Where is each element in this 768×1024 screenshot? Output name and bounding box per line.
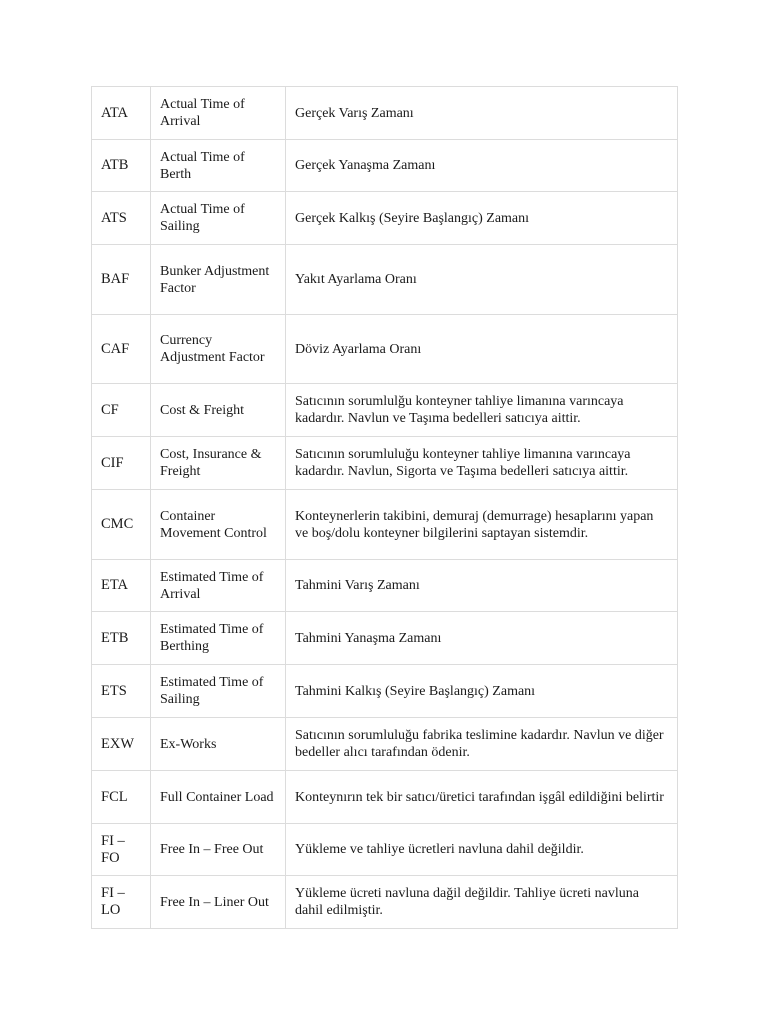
glossary-table-body xyxy=(92,87,678,929)
table-row xyxy=(92,192,678,245)
turkish-description-cell: Satıcının sorumlulğu konteyner tahliye limanına varıncaya kadardır. Navlun ve Taşıma bedelleri satıcıya aittir. xyxy=(286,384,678,437)
turkish-description-cell: Konteynırın tek bir satıcı/üretici tarafından işgâl edildiğini belirtir xyxy=(286,771,678,824)
turkish-description-cell: Yükleme ve tahliye ücretleri navluna dahil değildir. xyxy=(286,824,678,876)
abbreviation-cell: ATA xyxy=(92,87,151,140)
turkish-description-cell: Konteynerlerin takibini, demuraj (demurrage) hesaplarını yapan ve boş/dolu konteyner bilgilerini saptayan sistemdir. xyxy=(286,490,678,560)
abbreviation-cell: CF xyxy=(92,384,151,437)
abbreviation-cell: CMC xyxy=(92,490,151,560)
turkish-description-cell: Gerçek Yanaşma Zamanı xyxy=(286,140,678,192)
english-term-cell: Estimated Time of Arrival xyxy=(151,560,286,612)
abbreviation-cell: ATB xyxy=(92,140,151,192)
turkish-description-cell: Gerçek Varış Zamanı xyxy=(286,87,678,140)
table-row xyxy=(92,87,678,140)
turkish-description-cell: Tahmini Yanaşma Zamanı xyxy=(286,612,678,665)
english-term-cell: Free In – Liner Out xyxy=(151,876,286,929)
english-term-cell: Ex-Works xyxy=(151,718,286,771)
abbreviation-cell: CIF xyxy=(92,437,151,490)
abbreviation-cell: FI – LO xyxy=(92,876,151,929)
turkish-description-cell: Tahmini Kalkış (Seyire Başlangıç) Zamanı xyxy=(286,665,678,718)
table-row xyxy=(92,315,678,384)
table-row xyxy=(92,876,678,929)
english-term-cell: Full Container Load xyxy=(151,771,286,824)
table-row xyxy=(92,824,678,876)
abbreviation-cell: ETB xyxy=(92,612,151,665)
english-term-cell: Container Movement Control xyxy=(151,490,286,560)
turkish-description-cell: Satıcının sorumluluğu konteyner tahliye limanına varıncaya kadardır. Navlun, Sigorta ve Taşıma bedelleri satıcıya aittir. xyxy=(286,437,678,490)
english-term-cell: Cost & Freight xyxy=(151,384,286,437)
turkish-description-cell: Gerçek Kalkış (Seyire Başlangıç) Zamanı xyxy=(286,192,678,245)
table-row xyxy=(92,245,678,315)
abbreviation-cell: EXW xyxy=(92,718,151,771)
table-row xyxy=(92,718,678,771)
abbreviation-cell: ETS xyxy=(92,665,151,718)
turkish-description-cell: Tahmini Varış Zamanı xyxy=(286,560,678,612)
english-term-cell: Cost, Insurance & Freight xyxy=(151,437,286,490)
document-page xyxy=(91,86,677,929)
table-row xyxy=(92,384,678,437)
abbreviation-cell: FCL xyxy=(92,771,151,824)
table-row xyxy=(92,560,678,612)
english-term-cell: Currency Adjustment Factor xyxy=(151,315,286,384)
table-row xyxy=(92,437,678,490)
turkish-description-cell: Satıcının sorumluluğu fabrika teslimine kadardır. Navlun ve diğer bedeller alıcı tarafından ödenir. xyxy=(286,718,678,771)
english-term-cell: Estimated Time of Sailing xyxy=(151,665,286,718)
abbreviation-cell: BAF xyxy=(92,245,151,315)
table-row xyxy=(92,665,678,718)
turkish-description-cell: Döviz Ayarlama Oranı xyxy=(286,315,678,384)
glossary-table xyxy=(91,86,678,929)
english-term-cell: Actual Time of Sailing xyxy=(151,192,286,245)
turkish-description-cell: Yakıt Ayarlama Oranı xyxy=(286,245,678,315)
english-term-cell: Actual Time of Berth xyxy=(151,140,286,192)
english-term-cell: Free In – Free Out xyxy=(151,824,286,876)
abbreviation-cell: FI – FO xyxy=(92,824,151,876)
abbreviation-cell: ETA xyxy=(92,560,151,612)
table-row xyxy=(92,612,678,665)
abbreviation-cell: CAF xyxy=(92,315,151,384)
english-term-cell: Estimated Time of Berthing xyxy=(151,612,286,665)
english-term-cell: Actual Time of Arrival xyxy=(151,87,286,140)
english-term-cell: Bunker Adjustment Factor xyxy=(151,245,286,315)
table-row xyxy=(92,771,678,824)
turkish-description-cell: Yükleme ücreti navluna dağil değildir. Tahliye ücreti navluna dahil edilmiştir. xyxy=(286,876,678,929)
table-row xyxy=(92,490,678,560)
abbreviation-cell: ATS xyxy=(92,192,151,245)
table-row xyxy=(92,140,678,192)
